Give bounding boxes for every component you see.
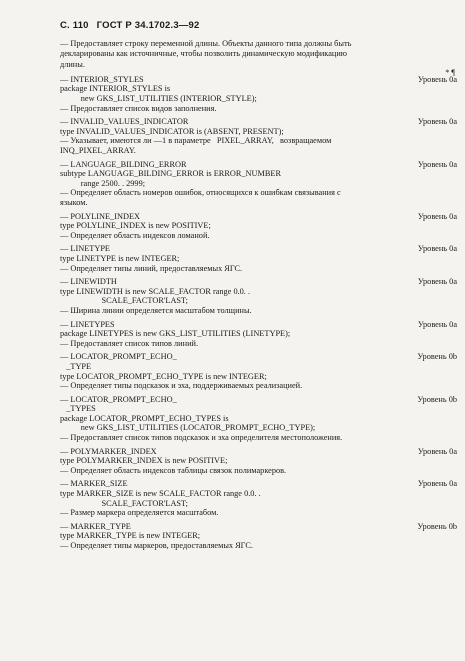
declaration-line: type LINETYPE is new INTEGER; xyxy=(60,253,180,263)
declaration-line: _TYPE xyxy=(60,361,92,371)
level-label: Уровень 0а xyxy=(417,319,457,329)
declaration-line: — Определяет область номеров ошибок, относящихся к ошибкам связывания с xyxy=(60,188,341,198)
declaration-line: type LINEWIDTH is new SCALE_FACTOR range 0.0. . xyxy=(60,286,251,296)
declaration-line: type MARKER_SIZE is new SCALE_FACTOR range 0.0. . xyxy=(60,489,261,499)
declaration-title: — LOCATOR_PROMPT_ECHO_ xyxy=(60,394,177,404)
declaration-header xyxy=(60,212,457,222)
declaration-header xyxy=(60,117,457,127)
page-number: С. 110 xyxy=(60,20,89,31)
level-label: Уровень 0b xyxy=(417,521,457,531)
level-label: Уровень 0b xyxy=(417,394,457,404)
declaration-line: — Ширина линии определяется масштабом толщины. xyxy=(60,305,252,315)
declaration-entry xyxy=(60,395,457,443)
declaration-line: — Определяет область индексов ломаной. xyxy=(60,230,210,240)
declaration-title: — MARKER_TYPE xyxy=(60,521,131,531)
declaration-line: — Предоставляет список видов заполнения. xyxy=(60,103,217,113)
declaration-header xyxy=(60,160,457,170)
declaration-line: SCALE_FACTOR'LAST; xyxy=(60,296,188,306)
declaration-entry xyxy=(60,212,457,241)
level-label: Уровень 0а xyxy=(417,244,457,254)
declaration-header xyxy=(60,447,457,457)
stray-mark: * ¶ xyxy=(445,68,455,77)
declaration-title: — MARKER_SIZE xyxy=(60,479,128,489)
declaration-entry xyxy=(60,244,457,273)
intro-line: декларированы как источничные, чтобы позволить динамическую модификацию xyxy=(60,49,347,59)
level-label: Уровень 0а xyxy=(417,479,457,489)
declaration-line: package LOCATOR_PROMPT_ECHO_TYPES is xyxy=(60,413,229,423)
page-header xyxy=(60,20,457,31)
declaration-line: package LINETYPES is new GKS_LIST_UTILITIES (LINETYPE); xyxy=(60,329,291,339)
declaration-line: type MARKER_TYPE is new INTEGER; xyxy=(60,531,201,541)
level-label: Уровень 0а xyxy=(417,277,457,287)
declaration-line: языком. xyxy=(60,198,88,208)
declaration-header xyxy=(60,395,457,405)
declaration-title: — LINEWIDTH xyxy=(60,277,117,287)
declaration-line: new GKS_LIST_UTILITIES (LOCATOR_PROMPT_ECHO_TYPE); xyxy=(60,423,316,433)
declaration-line: type LOCATOR_PROMPT_ECHO_TYPE is new INTEGER; xyxy=(60,371,267,381)
declaration-entry xyxy=(60,479,457,517)
declaration-entry xyxy=(60,522,457,551)
declaration-line: subtype LANGUAGE_BILDING_ERROR is ERROR_NUMBER xyxy=(60,169,282,179)
intro-paragraph xyxy=(60,39,457,70)
declaration-line: — Предоставляет список типов подсказок и эха определителя местоположения. xyxy=(60,433,343,443)
declaration-title: — POLYMARKER_INDEX xyxy=(60,446,157,456)
declaration-header xyxy=(60,479,457,489)
declaration-title: — LOCATOR_PROMPT_ECHO_ xyxy=(60,352,177,362)
standard-designation: ГОСТ Р 34.1702.3—92 xyxy=(96,20,200,31)
declaration-header xyxy=(60,75,457,85)
declaration-title: — LANGUAGE_BILDING_ERROR xyxy=(60,159,187,169)
level-label: Уровень 0b xyxy=(417,352,457,362)
declaration-line: — Определяет типы линий, предоставляемых ЯГС. xyxy=(60,263,243,273)
declaration-header xyxy=(60,244,457,254)
level-label: Уровень 0а xyxy=(417,159,457,169)
declaration-entry xyxy=(60,447,457,476)
declaration-header xyxy=(60,352,457,362)
declaration-entry xyxy=(60,117,457,155)
declaration-line: INQ_PIXEL_ARRAY. xyxy=(60,146,136,156)
declaration-line: type POLYMARKER_INDEX is new POSITIVE; xyxy=(60,456,228,466)
declaration-entry xyxy=(60,352,457,390)
declaration-line: package INTERIOR_STYLES is xyxy=(60,84,171,94)
declaration-title: — POLYLINE_INDEX xyxy=(60,211,141,221)
declaration-line: _TYPES xyxy=(60,404,96,414)
declaration-line: new GKS_LIST_UTILITIES (INTERIOR_STYLE); xyxy=(60,94,257,104)
level-label: Уровень 0а xyxy=(417,211,457,221)
declaration-line: type INVALID_VALUES_INDICATOR is (ABSENT, PRESENT); xyxy=(60,126,284,136)
level-label: Уровень 0а xyxy=(417,446,457,456)
declaration-line: — Определяет область индексов таблицы связок полимаркеров. xyxy=(60,465,287,475)
declaration-line: range 2500. . 2999; xyxy=(60,178,146,188)
declaration-entry xyxy=(60,160,457,208)
declaration-entry xyxy=(60,75,457,113)
declaration-header xyxy=(60,320,457,330)
declaration-entry xyxy=(60,277,457,315)
declaration-title: — INTERIOR_STYLES xyxy=(60,74,144,84)
declaration-header xyxy=(60,277,457,287)
declaration-line: — Указывает, имеются ли —1 в параметре PIXEL_ARRAY, возвращаемом xyxy=(60,136,332,146)
declaration-line: — Определяет типы маркеров, предоставляемых ЯГС. xyxy=(60,541,253,551)
declaration-entry xyxy=(60,320,457,349)
declaration-title: — INVALID_VALUES_INDICATOR xyxy=(60,117,189,127)
level-label: Уровень 0а xyxy=(417,117,457,127)
declaration-line: — Размер маркера определяется масштабом. xyxy=(60,508,219,518)
intro-line: длины. xyxy=(60,59,85,69)
declarations-list xyxy=(60,75,457,551)
declaration-title: — LINETYPE xyxy=(60,244,111,254)
intro-line: — Предоставляет строку переменной длины. Объекты данного типа должны быть xyxy=(60,39,352,48)
declaration-header xyxy=(60,522,457,532)
declaration-title: — LINETYPES xyxy=(60,319,115,329)
declaration-line: — Определяет типы подсказок и эха, поддерживаемых реализацией. xyxy=(60,381,303,391)
declaration-line: type POLYLINE_INDEX is new POSITIVE; xyxy=(60,221,211,231)
level-label: Уровень 0а xyxy=(417,74,457,84)
declaration-line: — Предоставляет список типов линий. xyxy=(60,338,199,348)
declaration-line: SCALE_FACTOR'LAST; xyxy=(60,498,188,508)
